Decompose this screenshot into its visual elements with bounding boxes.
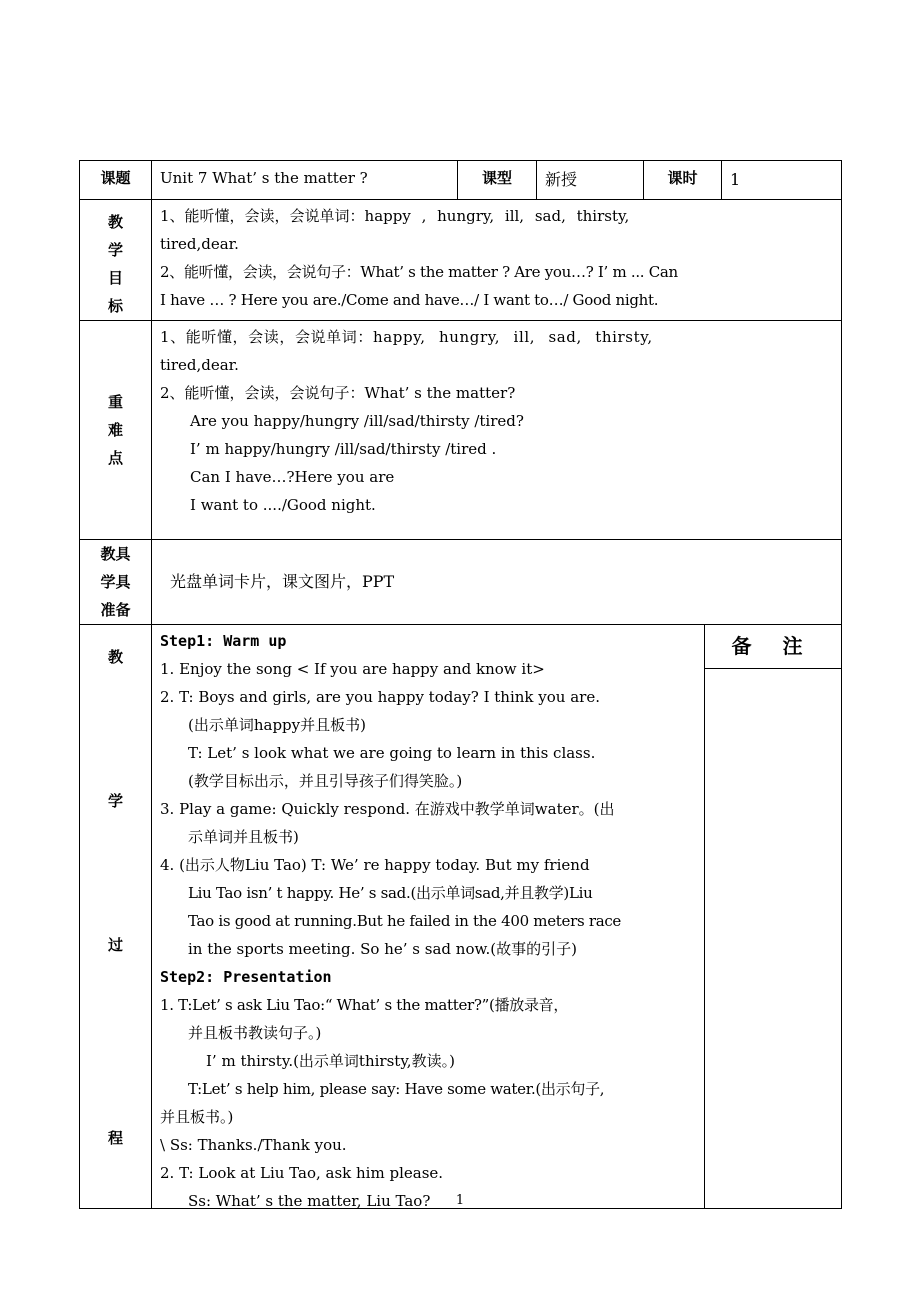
goals-line: tired,dear. xyxy=(160,235,239,253)
header-row xyxy=(80,161,842,200)
notes-column xyxy=(705,625,841,1208)
key-points-line: 1、能听懂，会读，会说单词：happy, hungry, ill, sad, thirsty, xyxy=(160,328,653,346)
period-label: 课时 xyxy=(644,161,722,200)
key-points-label-char: 难 xyxy=(107,421,123,439)
key-sentence: I want to ..../Good night. xyxy=(190,496,376,514)
topic-label: 课题 xyxy=(80,161,152,200)
goals-label-char: 标 xyxy=(107,297,123,315)
key-points-label xyxy=(80,321,152,540)
key-points-label-char: 点 xyxy=(107,449,123,467)
key-sentence: I’ m happy/hungry /ill/sad/thirsty /tired . xyxy=(190,440,497,458)
goals-line: 2、能听懂，会读，会说句子：What’ s the matter ? Are you…? I’ m ... Can xyxy=(160,263,678,281)
step1-line: Tao is good at running.But he failed in the 400 meters race xyxy=(188,912,622,930)
step1-line: 1. Enjoy the song < If you are happy and know it> xyxy=(160,660,545,678)
topic-value: Unit 7 What’ s the matter ? xyxy=(152,161,458,200)
step1-line: in the sports meeting. So he’ s sad now.(故事的引子) xyxy=(188,940,578,958)
key-points-content xyxy=(152,321,842,540)
step2-line: 并且板书。) xyxy=(160,1108,234,1126)
key-points-label-char: 重 xyxy=(107,393,123,411)
step1-line: Liu Tao isn’ t happy. He’ s sad.(出示单词sad,并且教学)Liu xyxy=(188,884,593,902)
materials-label-line: 学具 xyxy=(100,573,131,591)
goals-row xyxy=(80,200,842,321)
materials-value: 光盘单词卡片，课文图片，PPT xyxy=(152,540,842,625)
period-value: 1 xyxy=(722,161,842,200)
step1-line: T: Let’ s look what we are going to learn in this class. xyxy=(188,744,596,762)
step1-line: 2. T: Boys and girls, are you happy today? I think you are. xyxy=(160,688,600,706)
materials-label-line: 准备 xyxy=(100,601,131,619)
goals-label-char: 教 xyxy=(107,213,123,231)
step2-line: I’ m thirsty.(出示单词thirsty,教读。) xyxy=(206,1052,455,1070)
goals-label-char: 目 xyxy=(107,269,123,287)
step2-line: 并且板书教读句子。) xyxy=(188,1024,322,1042)
key-sentence: Can I have…?Here you are xyxy=(190,468,395,486)
materials-label xyxy=(80,540,152,625)
process-row xyxy=(80,625,842,1209)
step2-line: \ Ss: Thanks./Thank you. xyxy=(160,1136,347,1154)
goals-line: 1、能听懂，会读，会说单词：happy , hungry, ill, sad, thirsty, xyxy=(160,207,630,225)
lesson-plan-table xyxy=(79,160,842,1209)
process-label-char: 学 xyxy=(107,792,123,810)
key-points-line: 2、能听懂，会读，会说句子：What’ s the matter? xyxy=(160,384,516,402)
goals-label-char: 学 xyxy=(107,241,123,259)
page-number: 1 xyxy=(455,1193,465,1208)
step1-line: 3. Play a game: Quickly respond. 在游戏中教学单词water。(出 xyxy=(160,800,615,818)
goals-label xyxy=(80,200,152,321)
key-points-line: tired,dear. xyxy=(160,356,239,374)
step1-line: (出示单词happy并且板书) xyxy=(188,716,366,734)
step1-title: Step1: Warm up xyxy=(160,632,287,650)
process-main xyxy=(152,625,705,1208)
type-value: 新授 xyxy=(537,161,644,200)
step2-title: Step2: Presentation xyxy=(160,968,332,986)
step2-line: 1. T:Let’ s ask Liu Tao:“ What’ s the matter?”(播放录音， xyxy=(160,996,569,1014)
process-content xyxy=(152,625,842,1209)
key-points-row xyxy=(80,321,842,540)
key-sentence: Are you happy/hungry /ill/sad/thirsty /tired? xyxy=(190,412,524,430)
process-label-char: 过 xyxy=(107,936,123,954)
goals-content xyxy=(152,200,842,321)
step2-line: 2. T: Look at Liu Tao, ask him please. xyxy=(160,1164,444,1182)
step1-line: (教学目标出示，并且引导孩子们得笑脸。) xyxy=(188,772,463,790)
type-label: 课型 xyxy=(458,161,537,200)
process-label xyxy=(80,625,152,1209)
goals-line: I have … ? Here you are./Come and have…/ I want to…/ Good night. xyxy=(160,291,659,309)
step2-line: Ss: What’ s the matter, Liu Tao? xyxy=(188,1192,431,1208)
step1-line: 示单词并且板书) xyxy=(188,828,299,846)
process-label-char: 教 xyxy=(107,648,123,666)
step1-line: 4. (出示人物Liu Tao) T: We’ re happy today. But my friend xyxy=(160,856,590,874)
materials-label-line: 教具 xyxy=(100,545,131,563)
materials-row xyxy=(80,540,842,625)
process-label-char: 程 xyxy=(107,1129,123,1147)
notes-label: 备 注 xyxy=(705,625,841,669)
step2-line: T:Let’ s help him, please say: Have some water.(出示句子, xyxy=(188,1080,605,1098)
